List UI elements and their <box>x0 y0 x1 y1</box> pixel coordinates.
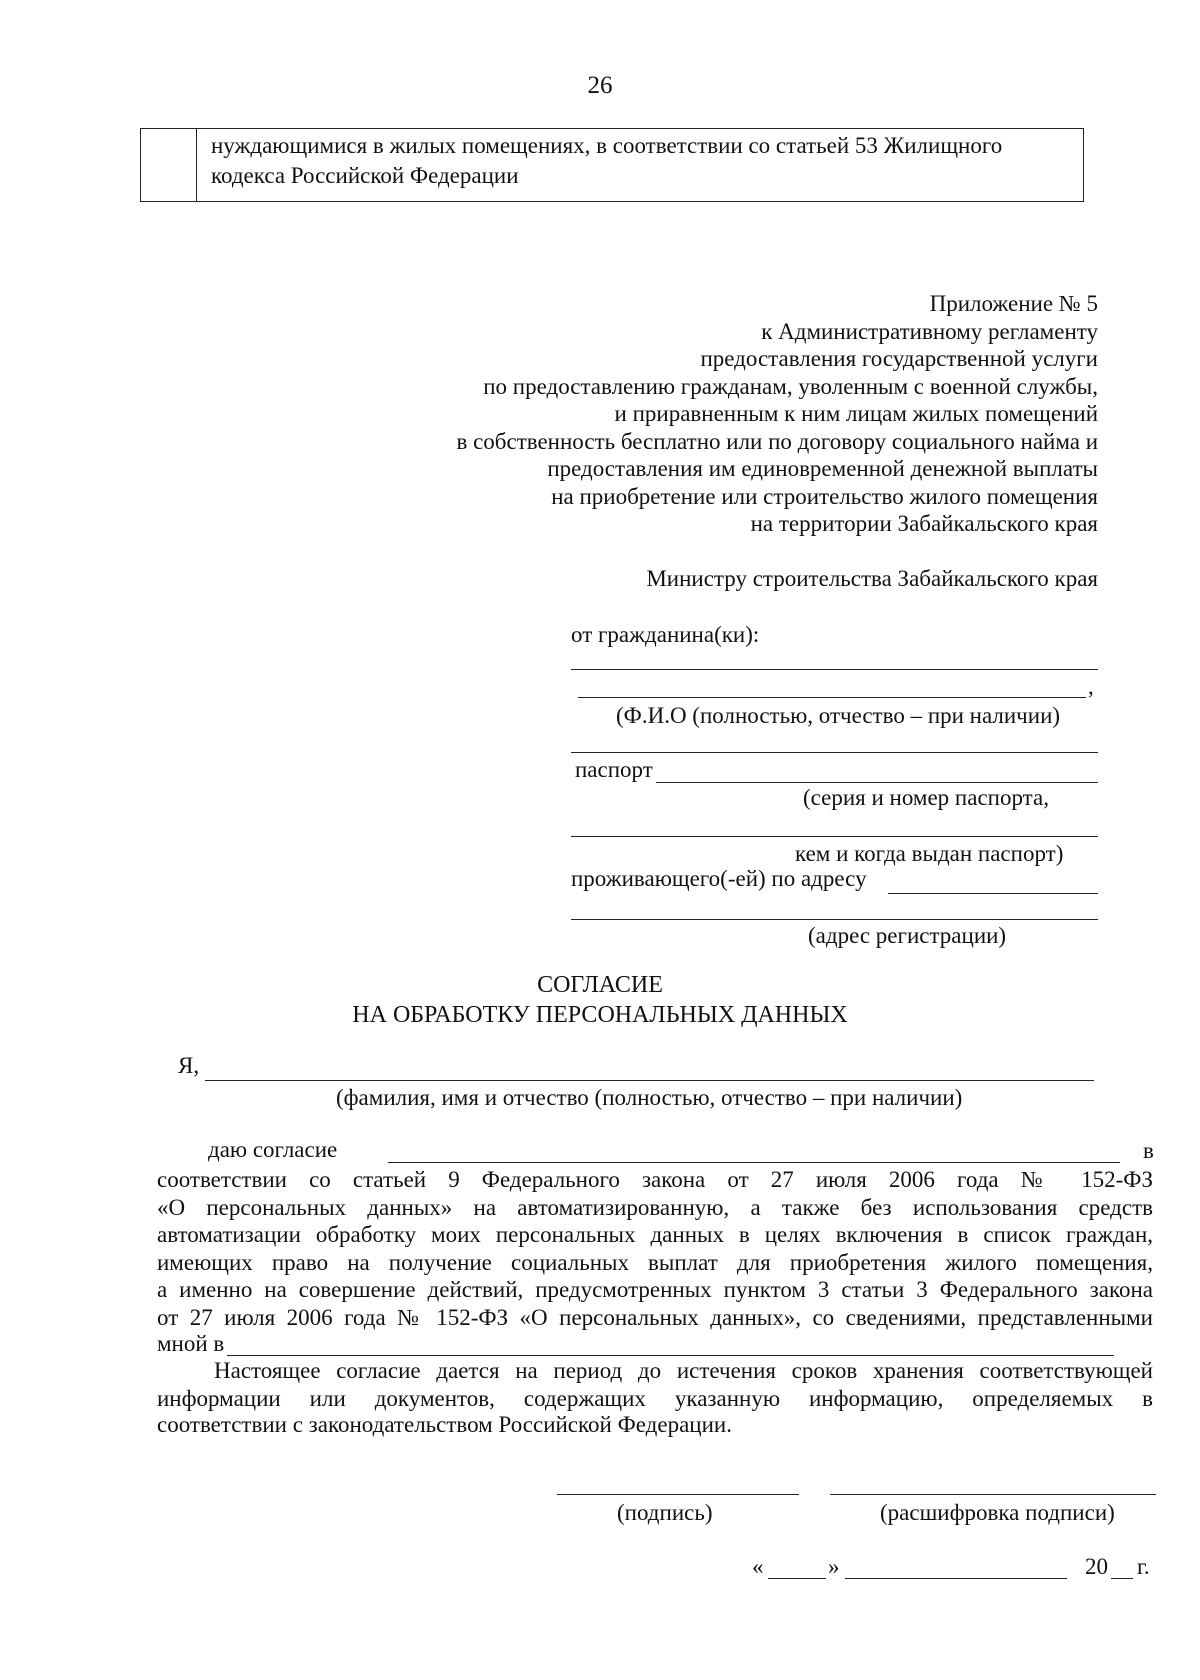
date-close-quote: » <box>828 1554 840 1579</box>
appendix-line: и приравненным к ним лицам жилых помещений <box>614 401 1098 426</box>
appendix-line: на приобретение или строительство жилого помещения <box>551 483 1098 509</box>
appendix-line: Приложение № 5 <box>929 291 1098 316</box>
residence-field-line-2[interactable] <box>571 919 1098 920</box>
consent-line: «О персональных данных» на автоматизированную, а также без использования средств <box>157 1195 1153 1220</box>
table-cell-line-1: нуждающимися в жилых помещениях, в соответствии со статьей 53 Жилищного <box>211 133 1003 158</box>
signature-decode-caption: (расшифровка подписи) <box>880 1500 1115 1525</box>
residence-field-line-1[interactable] <box>888 893 1098 894</box>
addressee: Министру строительства Забайкальского края <box>646 566 1098 591</box>
appendix-line: к Административному регламенту <box>761 318 1098 344</box>
extra-field-line[interactable] <box>571 752 1098 753</box>
date-open-quote: « <box>752 1554 764 1579</box>
table-cell-line-2: кодекса Российской Федерации <box>211 163 519 188</box>
consent-line: а именно на совершение действий, предусмотренных пунктом 3 статьи 3 Федерального закона <box>157 1277 1153 1302</box>
passport-field-line[interactable] <box>656 782 1098 783</box>
consent-last-label: мной в <box>157 1331 225 1356</box>
passport-caption-1: (серия и номер паспорта, <box>803 785 1049 810</box>
document-subtitle: НА ОБРАБОТКУ ПЕРСОНАЛЬНЫХ ДАННЫХ <box>352 1002 848 1028</box>
passport-issued-line[interactable] <box>571 836 1098 837</box>
page-number: 26 <box>587 72 613 99</box>
consent-recipient-line[interactable] <box>388 1162 1120 1163</box>
fio-field-line-2[interactable] <box>578 697 1086 698</box>
date-year-prefix: 20 <box>1085 1554 1108 1579</box>
fio-caption: (Ф.И.О (полностью, отчество – при наличии) <box>616 703 1061 728</box>
table-cell-text <box>211 131 1002 191</box>
appendix-line: предоставления государственной услуги <box>700 346 1098 371</box>
appendix-line: по предоставлению гражданам, уволенным с военной службы, <box>483 373 1098 399</box>
fio-field-line-1[interactable] <box>571 669 1098 670</box>
consent-line: автоматизации обработку моих персональных данных в целях включения в список граждан, <box>157 1222 1153 1247</box>
passport-caption-2: кем и когда выдан паспорт) <box>795 841 1064 866</box>
date-month-line[interactable] <box>845 1578 1067 1579</box>
appendix-header <box>456 290 1098 538</box>
consent-line: соответствии со статьей 9 Федерального закона от 27 июля 2006 года № 152-ФЗ <box>157 1167 1153 1192</box>
period-line: Настоящее согласие дается на период до истечения сроков хранения соответствующей <box>214 1358 1153 1383</box>
address-caption: (адрес регистрации) <box>808 923 1007 948</box>
give-consent-suffix: в <box>1143 1138 1154 1163</box>
signature-caption: (подпись) <box>617 1500 713 1525</box>
consent-source-line[interactable] <box>227 1355 1114 1356</box>
table-column-divider <box>196 129 197 201</box>
from-label: от гражданина(ки): <box>571 622 760 647</box>
name-field-line[interactable] <box>205 1080 1094 1081</box>
continuation-table <box>140 128 1084 202</box>
appendix-line: на территории Забайкальского края <box>750 511 1098 536</box>
date-year-line[interactable] <box>1111 1578 1133 1579</box>
consent-line: имеющих право на получение социальных выплат для приобретения жилого помещения, <box>157 1250 1153 1275</box>
name-caption: (фамилия, имя и отчество (полностью, отчество – при наличии) <box>336 1085 963 1110</box>
fio-comma: , <box>1088 674 1094 699</box>
consent-line: от 27 июля 2006 года № 152-ФЗ «О персональных данных», со сведениями, представленными <box>157 1305 1153 1330</box>
ya-label: Я, <box>178 1053 200 1078</box>
signature-decode-line[interactable] <box>830 1494 1156 1495</box>
residence-label: проживающего(-ей) по адресу <box>571 866 867 891</box>
date-year-suffix: г. <box>1137 1554 1150 1579</box>
give-consent-label: даю согласие <box>208 1137 338 1162</box>
period-line: информации или документов, содержащих указанную информацию, определяемых в <box>157 1386 1153 1411</box>
period-last-line: соответствии с законодательством Российской Федерации. <box>157 1412 732 1437</box>
signature-line[interactable] <box>557 1494 799 1495</box>
date-day-line[interactable] <box>768 1578 826 1579</box>
passport-label: паспорт <box>575 757 653 782</box>
document-title: СОГЛАСИЕ <box>537 972 663 998</box>
appendix-line: предоставления им единовременной денежной выплаты <box>547 456 1098 481</box>
appendix-line: в собственность бесплатно или по договору социального найма и <box>456 428 1098 454</box>
